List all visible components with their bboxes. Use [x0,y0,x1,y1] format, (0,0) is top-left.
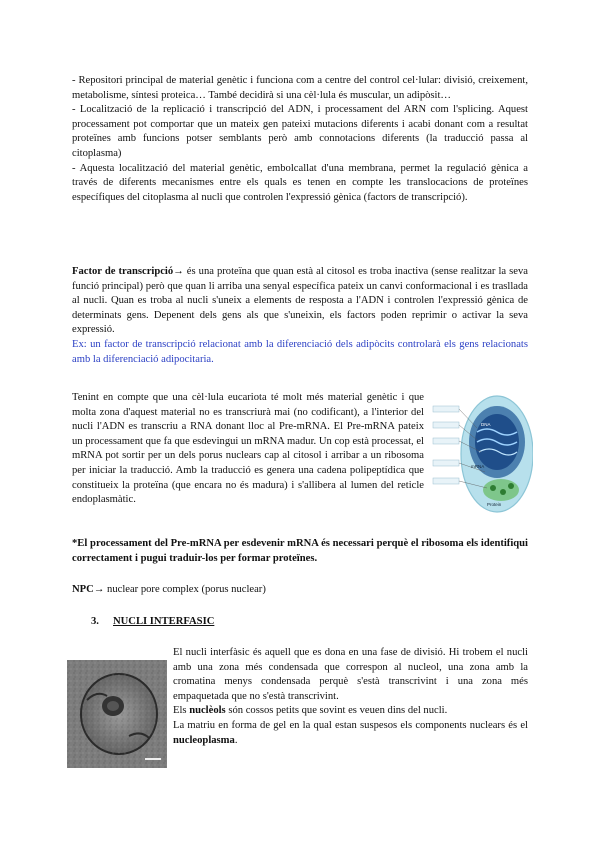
function-item-regulation: - Aquesta localització del material genètic, embolcallat d'una membrana, permet la regulació gènica a través de diferents mecanismes entre els quals es tenen en compte les translocacions de proteïnes específiques del citoplasma al nucli que controlen l'expressió gènica (factors de transcripció). [72,162,528,203]
processing-note: *El processament del Pre-mRNA per esdevenir mRNA és necessari perquè el ribosoma els identifiqui correctament i pugui traduir-los per formar proteïnes. [72,538,528,564]
arrow-glyph: → [173,266,184,277]
interphase-nucleus-micrograph [67,660,167,768]
npc-term: NPC [72,584,94,595]
transcription-factor-term: Factor de transcripció [72,266,174,277]
function-item-replication: - Localització de la replicació i transcripció del ADN, i processament del ARN com l'splicing. Aquest processament pot comportar que un mateix gen pateixi mutacions diferents i acabi donant com a resultat proteïnes amb funcions potser semblants però amb connotacions diferents (la traducció passa al citoplasma) [72,104,528,159]
section-heading [91,615,214,630]
text-run: són cossos petits que sovint es veuen dins del nucli. [225,705,448,717]
interphase-nucleus-section [173,646,528,748]
npc-text: nuclear pore complex (porus nuclear) [104,584,266,595]
diagram-label-mrna: mRNA [471,464,485,469]
nucleus-functions-list [72,74,528,205]
gene-expression-diagram [431,388,533,516]
nucleoplasm-term: nucleoplasma [173,734,235,746]
transcription-factor-definition [72,265,528,338]
text-run: . [234,734,238,746]
section-number: 3. [91,616,99,627]
transcription-factor-section [72,265,528,367]
transcription-factor-text: és una proteïna que quan està al citosol es troba inactiva (sense realitzar la seva funció principal) però que quan li arriba una senyal específica pateix un canvi conformacional i es trasllada al nucli. Quan es troba al nucli s'uneix a elements de resposta a l'ADN i controlen l'expressió gènica de determinats gens. Depenent dels gens als que s'uneixin, els factors poden reprimir o activar la seva expressió. [72,266,528,336]
interphase-paragraph-2 [173,704,528,719]
diagram-label-dna: DNA [481,422,491,427]
arrow-glyph: → [93,584,105,595]
diagram-label-protein: Protein [487,502,502,507]
gene-expression-paragraph [72,391,424,508]
nucleoli-term: nuclèols [189,705,226,717]
interphase-paragraph-1: El nucli interfàsic és aquell que es dona en una fase de divisió. Hi trobem el nucli amb una zona més condensada que correspon al nucleol, una zona amb la cromatina menys condensada perquè s'està transcrivint i una zona més empaquetada que no s'està transcrivint. [173,647,528,702]
function-item-repository: - Repositori principal de material genètic i funciona com a centre del control cel·lular: divisió, creixement, metabolisme, síntesi proteica… També decidirà si una cèl·lula és muscular, un adipòsit… [72,75,528,101]
transcription-factor-example: Ex: un factor de transcripció relacionat amb la diferenciació dels adipòcits controlarà els gens relacionats amb la diferenciació adipocitaria. [72,338,528,365]
text-run: Els [173,705,190,717]
section-title: NUCLI INTERFASIC [113,616,215,627]
text-run: La matriu en forma de gel en la qual estan suspesos els components nuclears és el [173,719,528,731]
gene-expression-text: Tenint en compte que una cèl·lula eucariota té molt més material genètic i que molta zona d'aquest material no es transcriurà mai (no codificant), a l'interior del nucli l'ADN es transcriu a RNA donant lloc al Pre-mRNA. El Pre-mRNA pateix un processament que fa que esdevingui un mRNA madur. Un cop està processat, el mRNA pot sortir per un dels porus nuclears cap al citosol i arribar a un ribosoma per iniciar la traducció. Amb la traducció es genera una cadena polipeptídica que constitueix la proteïna (que encara no és madura) i s'allibera al lumen del reticle endoplasmàtic. [72,392,424,506]
interphase-paragraph-3 [173,719,528,748]
npc-definition [72,583,528,598]
